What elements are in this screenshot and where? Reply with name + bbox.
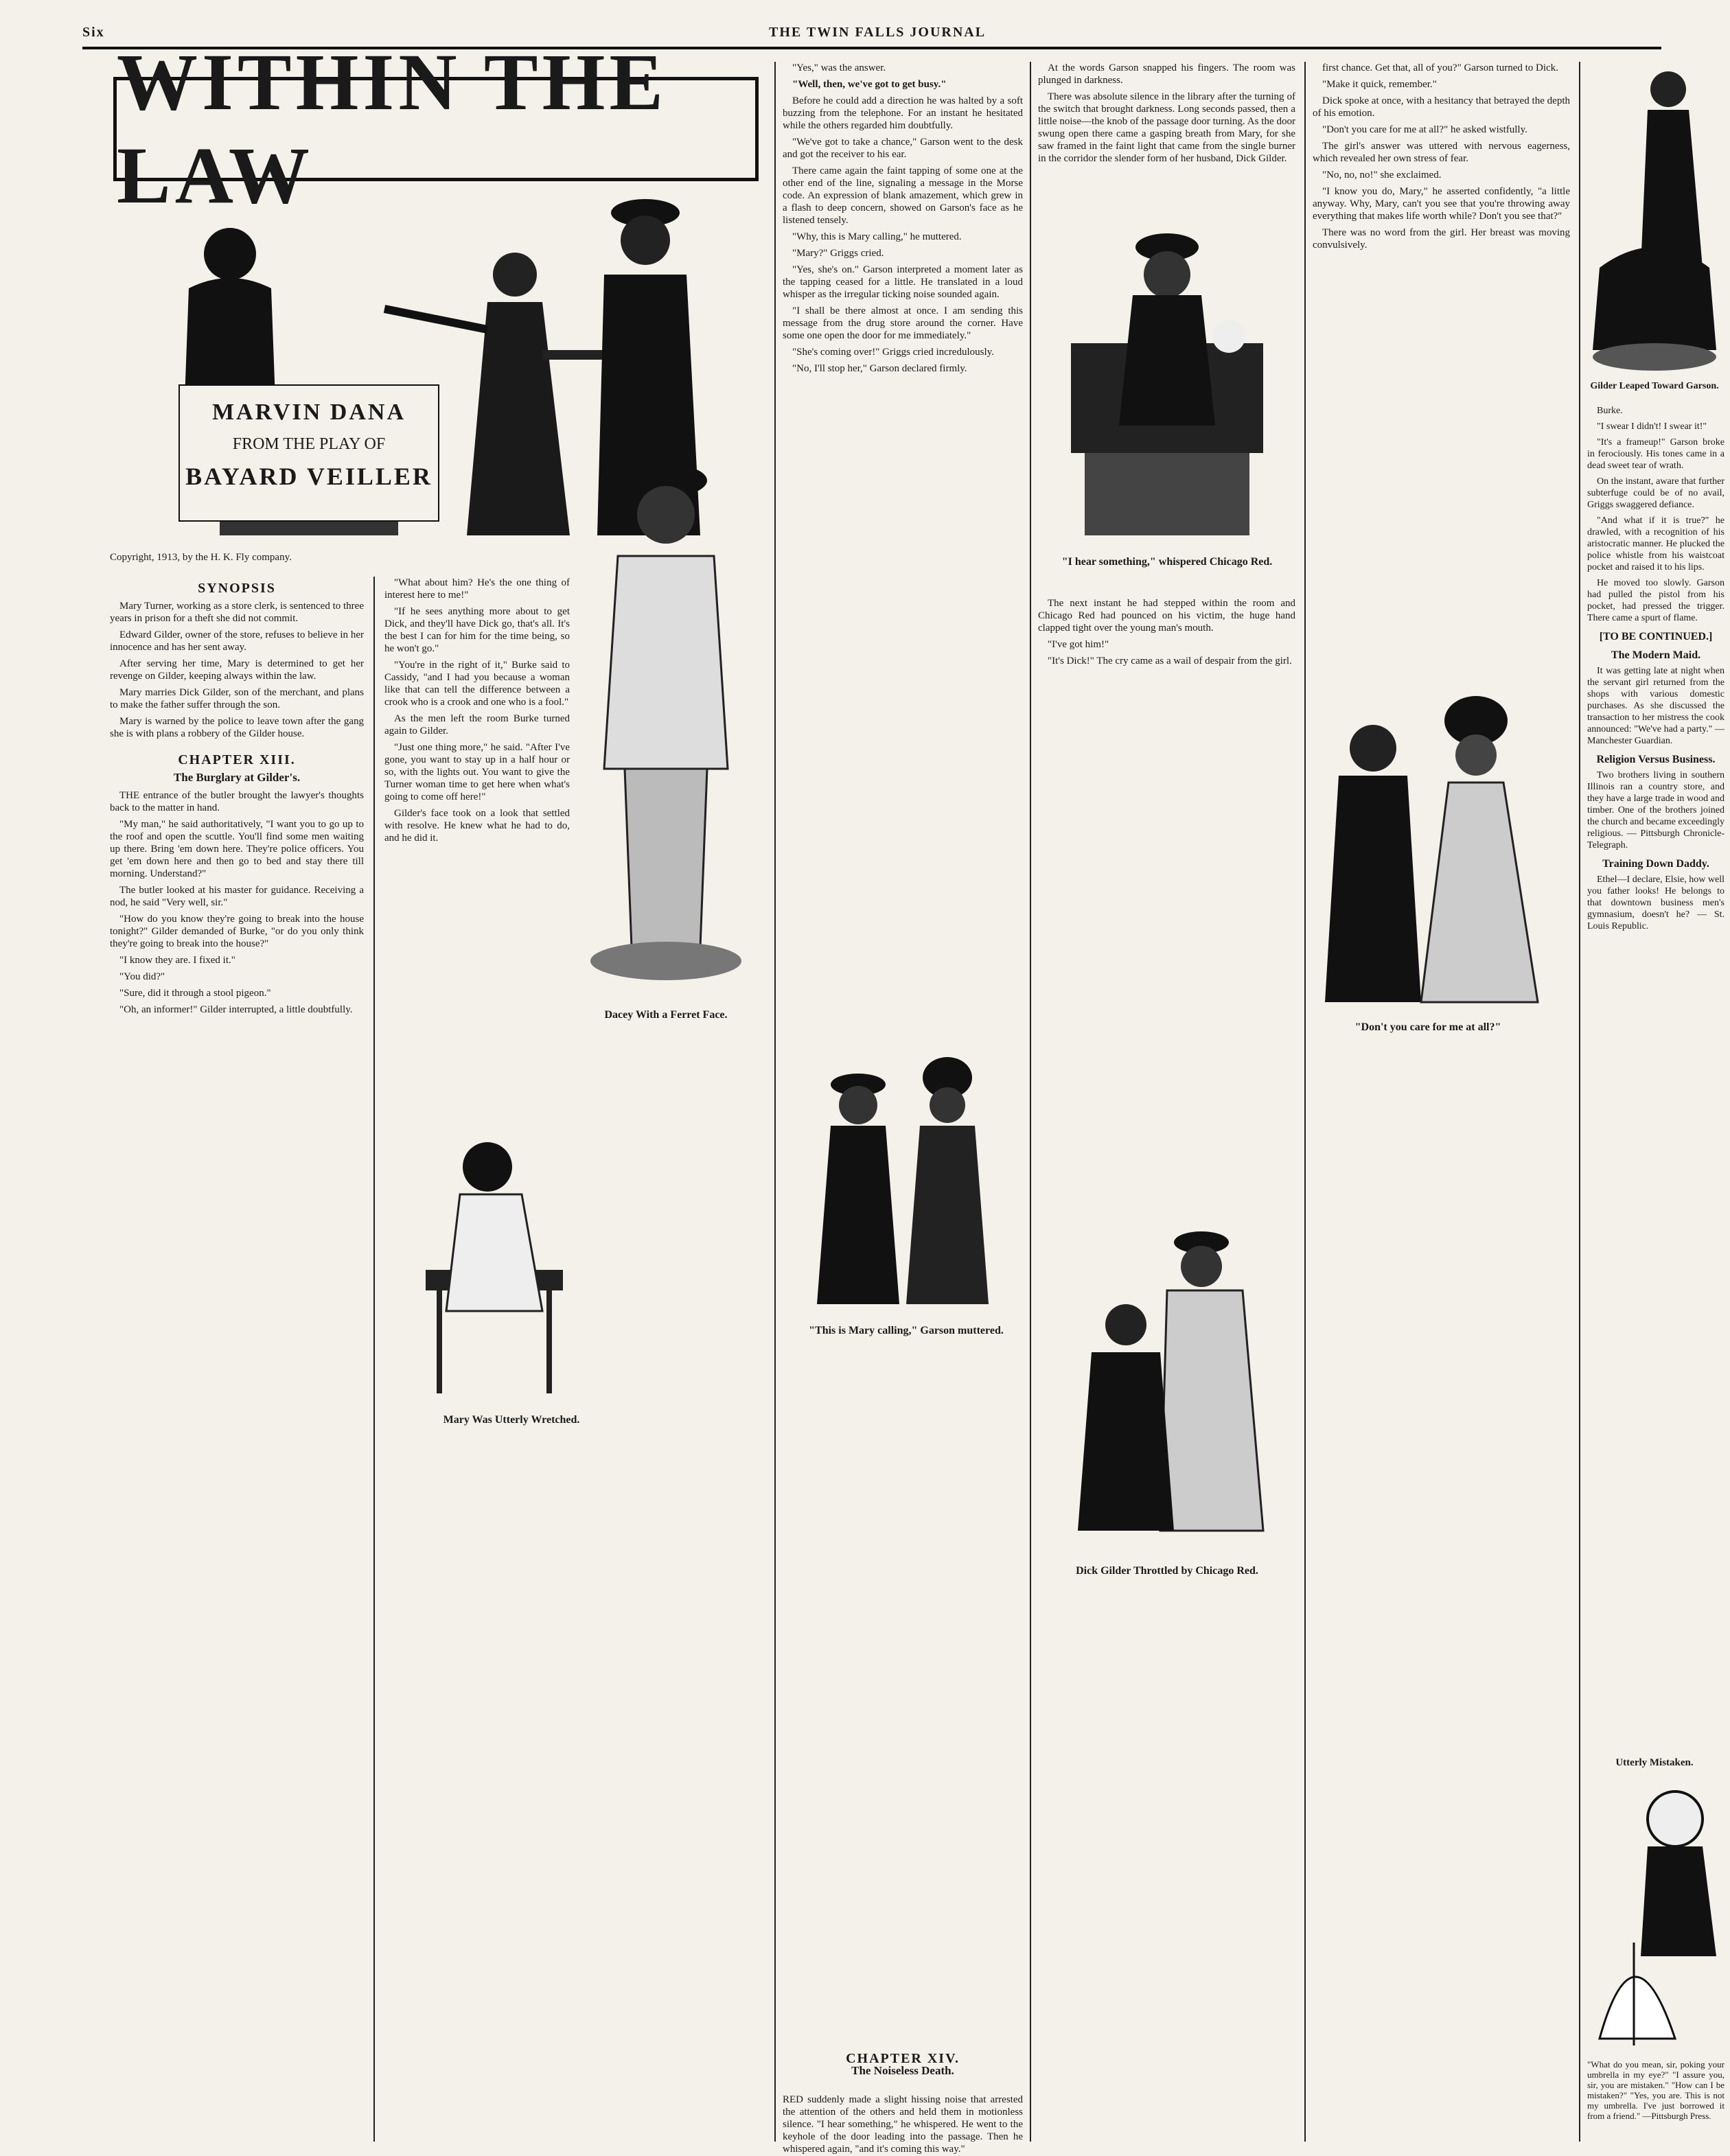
story-paragraph: The next instant he had stepped within the room and Chicago Red had pounced on his victim, the huge hand clapped tight over the young man's mouth. [1038, 598, 1295, 634]
story-paragraph: As the men left the room Burke turned again to Gilder. [384, 713, 570, 737]
story-paragraph: "You did?" [119, 971, 165, 982]
chapter-14-subheading: The Noiseless Death. [851, 2064, 954, 2077]
story-paragraph: Dick spoke at once, with a hesitancy that betrayed the depth of his emotion. [1313, 95, 1570, 119]
story-paragraph: "I swear I didn't! I swear it!" [1597, 421, 1707, 432]
story-paragraph: "She's coming over!" Griggs cried incredulously. [792, 347, 994, 358]
chicago-red-illustration [1043, 206, 1291, 549]
chapter-13-subheading: The Burglary at Gilder's. [173, 771, 301, 784]
chapter-13-heading: CHAPTER XIII. [178, 752, 296, 767]
chapter-14-text-block [783, 2094, 1023, 2155]
story-paragraph: "And what if it is true?" he drawled, with a recognition of his aristocratic manner. He plucked the police whistle from his waistcoat pocket and raised it to his lips. [1587, 515, 1725, 572]
newspaper-name: THE TWIN FALLS JOURNAL [769, 25, 987, 40]
column-rule [774, 62, 776, 2142]
story-paragraph: "Yes," was the answer. [792, 62, 886, 73]
mary-calling-caption: "This is Mary calling," Garson muttered. [809, 1325, 1004, 1336]
story-paragraph: "Just one thing more," he said. "After I've gone, you want to stay up in a half hour or so, with the lights out. You want to give the Turner woman time to get here when what's going to come off here!" [384, 742, 570, 802]
utterly-mistaken-caption: Utterly Mistaken. [1615, 1757, 1694, 1768]
story-paragraph: "Make it quick, remember." [1322, 79, 1437, 90]
page-folio: Six [82, 25, 105, 40]
story-paragraph: "We've got to take a chance," Garson went to the desk and got the receiver to his ear. [783, 137, 1023, 160]
story-paragraph: There was absolute silence in the library after the turning of the switch that brought darkness. Long seconds passed, then a little noise—the knob of the passage door turning. As the door swung open there came a gasping breath from Mary, for she saw framed in the faint light that came from the single burner in the corridor the slender form of her husband, Dick Gilder. [1038, 91, 1295, 164]
chapter-14-heading: CHAPTER XIV. [846, 2051, 960, 2066]
column-4-middle [1038, 597, 1295, 1215]
story-paragraph: THE entrance of the butler brought the lawyer's thoughts back to the matter in hand. [110, 790, 364, 813]
story-paragraph: "If he sees anything more about to get Dick, and they'll have Dick go, that's all. It's the best I can for him for the time being, so he won't go." [384, 606, 570, 654]
modern-maid-heading: The Modern Maid. [1611, 649, 1701, 661]
story-paragraph: "How do you know they're going to break into the house tonight?" Gilder demanded of Burke, "or do you only think they're going to break into the house?" [110, 914, 364, 949]
story-paragraph: At the words Garson snapped his fingers. The room was plunged in darkness. [1038, 62, 1295, 86]
synopsis-heading: SYNOPSIS [198, 581, 276, 596]
story-paragraph: Gilder's face took on a look that settled with resolve. He knew what he had to do, and he did it. [384, 808, 570, 844]
story-paragraph: "Sure, did it through a stool pigeon." [119, 988, 271, 999]
story-paragraph: Before he could add a direction he was halted by a soft buzzing from the telephone. For an instant he hesitated while the others regarded him doubtfully. [783, 95, 1023, 131]
utterly-mistaken-block [1587, 2059, 1725, 2148]
story-paragraph: "Yes, she's on." Garson interpreted a moment later as the tapping ceased for a little. He translated in a loud whisper as the irregular ticking noise sounded again. [783, 264, 1023, 300]
story-title: WITHIN THE LAW [117, 37, 668, 220]
continued-notice: [TO BE CONTINUED.] [1599, 631, 1713, 642]
story-paragraph: "No, no, no!" she exclaimed. [1322, 170, 1442, 181]
column-rule [373, 577, 375, 2142]
chapter-14-paragraph: RED suddenly made a slight hissing noise that arrested the attention of the others and held them in motionless silence. "I hear something," he whispered. He went to the keyhole of the door leading into the passage. Then he whispered again, "and it's coming this way." [783, 2094, 1023, 2155]
story-paragraph: "Mary?" Griggs cried. [792, 248, 884, 259]
dont-care-caption: "Don't you care for me at all?" [1354, 1021, 1501, 1033]
chicago-red-caption: "I hear something," whispered Chicago Red. [1061, 556, 1273, 568]
synopsis-paragraph: Mary is warned by the police to leave town after the gang she is with plans a robbery of the Gilder house. [110, 716, 364, 739]
story-title-box [113, 37, 759, 220]
dont-care-illustration [1277, 686, 1565, 1016]
byline-from: FROM THE PLAY OF [232, 435, 386, 453]
religion-text: Two brothers living in southern Illinois ran a country store, and they have a large trade in wood and timber. One of the brothers joined the church and became exceedingly religious. — Pittsburgh Chronicle-Telegraph. [1587, 770, 1725, 850]
wretched-illustration [384, 1105, 638, 1407]
story-paragraph: "Well, then, we've got to get busy." [792, 79, 947, 90]
column-rule [1579, 62, 1580, 2142]
dacey-caption: Dacey With a Ferret Face. [604, 1009, 728, 1021]
column-1 [110, 577, 364, 2142]
story-paragraph: "I've got him!" [1048, 639, 1109, 650]
synopsis-paragraph: Mary marries Dick Gilder, son of the merchant, and plans to make the father suffer through the son. [110, 687, 364, 710]
story-paragraph: "I know they are. I fixed it." [119, 955, 235, 966]
utterly-mistaken-text: "What do you mean, sir, poking your umbrella in my eye?" "I assure you, sir, you are mistaken." "How can I be mistaken?" "Yes, you are. This is not my umbrella. I've just borrowed it from a friend." —Pittsburgh Press. [1587, 2059, 1725, 2121]
synopsis-paragraph: After serving her time, Mary is determined to get her revenge on Gilder, keeping always within the law. [110, 658, 364, 682]
throttled-illustration [1043, 1215, 1291, 1558]
story-paragraph: "You're in the right of it," Burke said to Cassidy, "and I had you because a woman like that can tell the difference between a crook who is a crook and one who is a fool." [384, 660, 570, 708]
synopsis-paragraph: Edward Gilder, owner of the store, refuses to believe in her innocence and has her sent away. [110, 629, 364, 653]
gilder-leaped-illustration [1586, 62, 1723, 378]
byline [178, 384, 439, 522]
playwright-name: BAYARD VEILLER [185, 463, 432, 490]
story-paragraph: The butler looked at his master for guidance. Receiving a nod, he said "Very well, sir." [110, 885, 364, 908]
story-paragraph: "It's a frameup!" Garson broke in ferociously. His tones came in a dead sweet tear of wrath. [1587, 437, 1725, 471]
column-5-top [1313, 62, 1570, 680]
story-paragraph: "I shall be there almost at once. I am sending this message from the drug store around the corner. Have some one open the door for me immediately." [783, 305, 1023, 341]
column-3 [783, 62, 1023, 1036]
story-paragraph: He moved too slowly. Garson had pulled the pistol from his pocket, had pressed the trigger. There came a spurt of flame. [1587, 578, 1725, 623]
wretched-caption: Mary Was Utterly Wretched. [443, 1414, 580, 1426]
synopsis-paragraph: Mary Turner, working as a store clerk, is sentenced to three years in prison for a theft she did not commit. [110, 601, 364, 624]
column-4-top [1038, 62, 1295, 199]
column-6 [1587, 405, 1725, 1126]
dacey-illustration [563, 439, 769, 1002]
story-paragraph: first chance. Get that, all of you?" Garson turned to Dick. [1322, 62, 1558, 73]
copyright-line: Copyright, 1913, by the H. K. Fly company. [110, 552, 292, 563]
column-rule [1304, 62, 1306, 2142]
utterly-mistaken-illustration [1586, 1778, 1723, 2052]
story-paragraph: On the instant, aware that further subterfuge could be of no avail, Griggs swaggered defiance. [1587, 476, 1725, 510]
story-paragraph: "Don't you care for me at all?" he asked wistfully. [1322, 124, 1527, 135]
religion-heading: Religion Versus Business. [1596, 754, 1716, 765]
story-paragraph: "Why, this is Mary calling," he muttered. [792, 231, 962, 242]
modern-maid-text: It was getting late at night when the servant girl returned from the shops with various domestic purchases. As she discussed the transaction to her mistress the cook announced: "We've had a party." — Manchester Guardian. [1587, 666, 1725, 746]
story-paragraph: "What about him? He's the one thing of interest here to me!" [384, 577, 570, 601]
training-heading: Training Down Daddy. [1602, 858, 1709, 870]
story-paragraph: There came again the faint tapping of some one at the other end of the line, signaling a message in the Morse code. An expression of blank amazement, which grew in a flash to deep concern, showed on Garson's face as he listened tensely. [783, 165, 1023, 226]
story-paragraph: Burke. [1597, 406, 1623, 416]
story-paragraph: "Oh, an informer!" Gilder interrupted, a little doubtfully. [119, 1004, 353, 1015]
story-paragraph: "No, I'll stop her," Garson declared firmly. [792, 363, 967, 374]
story-paragraph: "My man," he said authoritatively, "I want you to go up to the roof and open the scuttle. You'll find some men waiting up there. Bring 'em down here. They're police officers. You get 'em down here and then go to bed and stay there till morning. Understand?" [110, 819, 364, 879]
column-rule [1030, 62, 1031, 2142]
gilder-leaped-caption: Gilder Leaped Toward Garson. [1590, 381, 1719, 391]
training-text: Ethel—I declare, Elsie, how well you father looks! He belongs to that downtown business men's gymnasium, doesn't he? — St. Louis Republic. [1587, 874, 1725, 931]
author-name: MARVIN DANA [211, 399, 406, 425]
throttled-caption: Dick Gilder Throttled by Chicago Red. [1076, 1565, 1258, 1577]
story-paragraph: "It's Dick!" The cry came as a wail of despair from the girl. [1048, 656, 1292, 666]
mary-calling-illustration [789, 1057, 1023, 1318]
story-paragraph: "I know you do, Mary," he asserted confidently, "a little anyway. Why, Mary, can't you see that you're throwing away everything that makes life worth while? Don't you see that?" [1313, 186, 1570, 222]
story-paragraph: There was no word from the girl. Her breast was moving convulsively. [1313, 227, 1570, 251]
story-paragraph: The girl's answer was uttered with nervous eagerness, which revealed her own stress of fear. [1313, 141, 1570, 164]
